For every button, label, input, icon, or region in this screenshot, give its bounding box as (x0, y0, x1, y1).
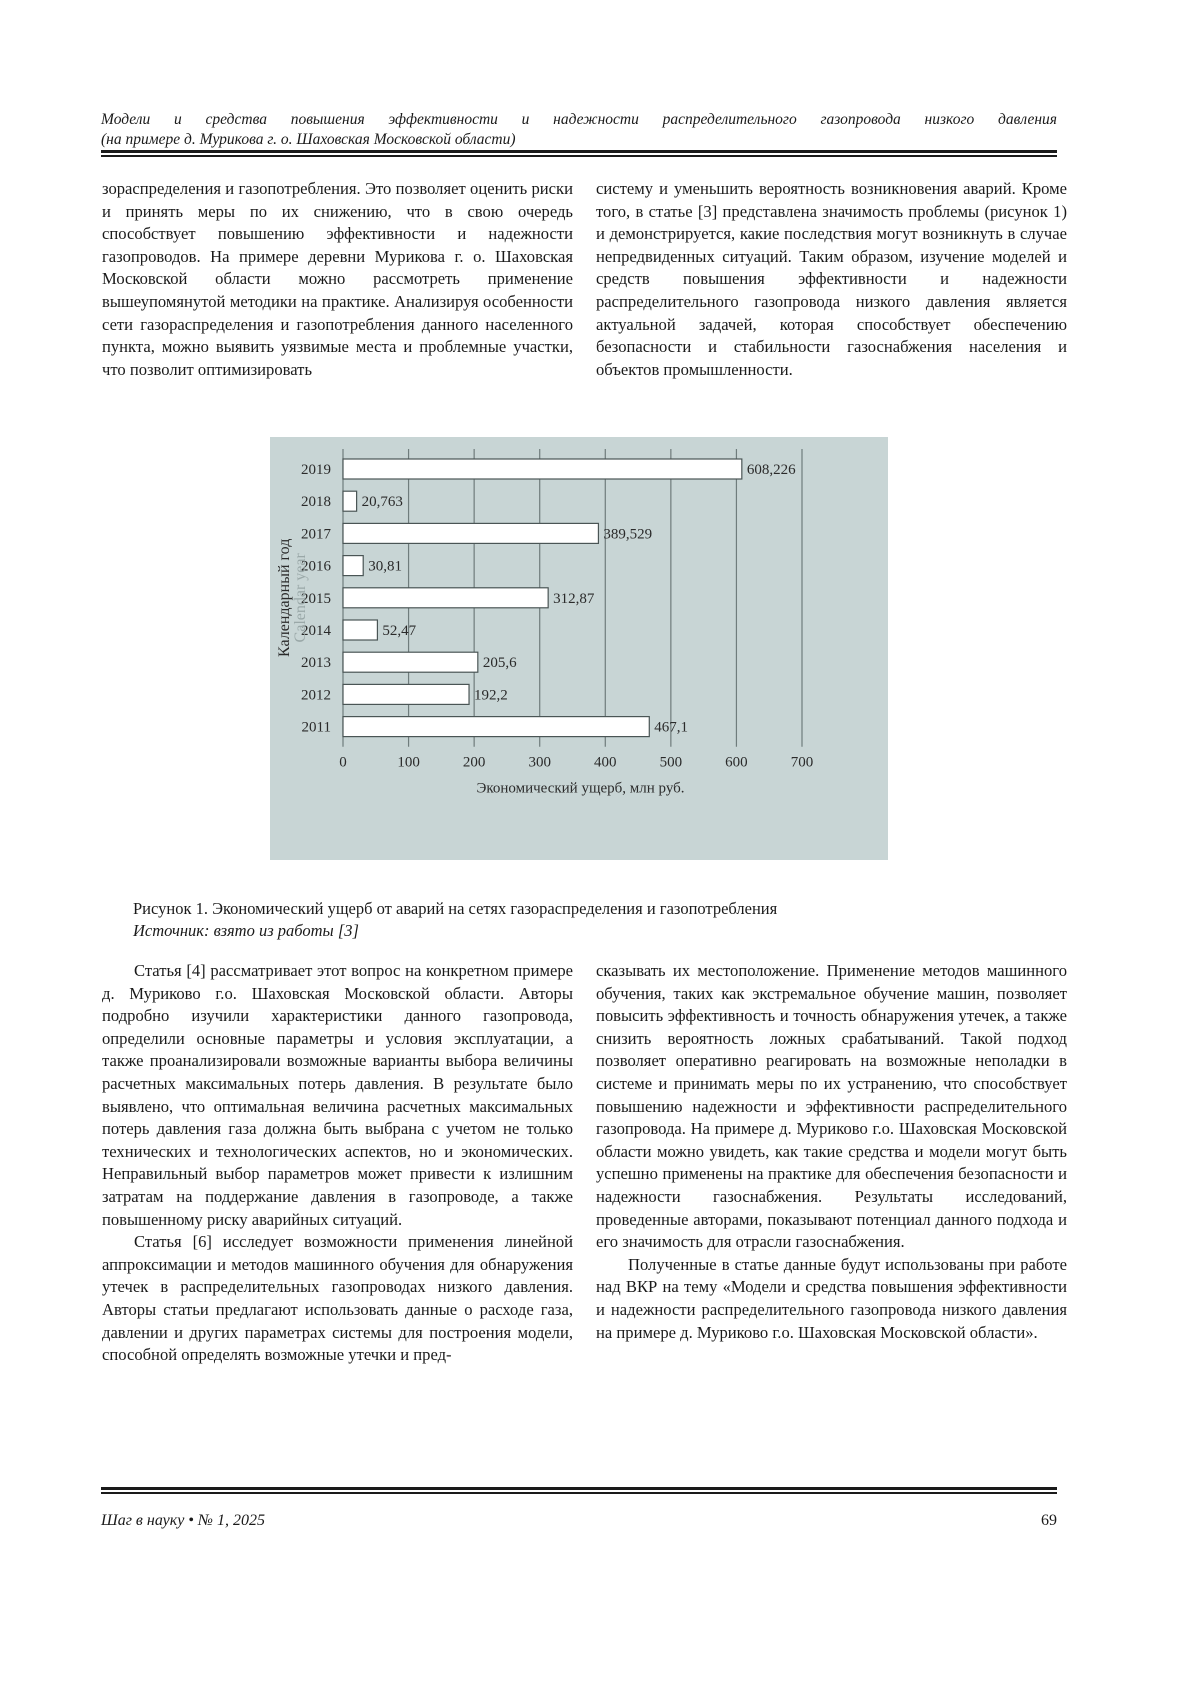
y-tick-label: 2014 (301, 623, 331, 639)
bar-chart (270, 437, 888, 860)
y-tick-label: 2016 (301, 558, 331, 575)
data-label: 608,226 (746, 462, 796, 478)
data-label: 205,6 (482, 655, 517, 672)
paragraph: сказывать их местоположение. Применение методов машинного обучения, таких как экстремальное обучение машин, позволяет повысить эффективность и точность обнаружения утечек, а также снизить вероятность ложных срабатываний. Такой подход позволяет оперативно реагировать на возможные неполадки в системе и принимать меры по их устранению, что способствует повышению надежности и эффективности распределительного газопровода. На примере д. Муриково г.о. Шаховская Московской области можно увидеть, как такие средства и модели могут быть успешно применены на практике для обеспечения безопасности и надежности газоснабжения. Результаты исследований, проведенные авторами, показывают потенциал данного подхода и его значимость для отрасли газоснабжения. (596, 961, 1067, 1252)
bottom-left-column (102, 960, 573, 1367)
paragraph: Статья [6] исследует возможности применения линейной аппроксимации и методов машинного обучения для обнаружения утечек в распределительных газопроводах низкого давления. Авторы статьи предлагают использовать данные о расходе газа, давлении и других параметрах системы для построения модели, способной определять возможные утечки и пред- (102, 1232, 573, 1365)
data-label: 192,2 (474, 687, 508, 704)
x-tick-label: 600 (725, 754, 748, 771)
figure-1-chart (270, 437, 888, 860)
bar (343, 491, 357, 511)
paragraph: Статья [4] рассматривает этот вопрос на конкретном примере д. Муриково г.о. Шаховская Московской области. Авторы подробно изучили характеристики данного газопровода, определили основные параметры и условия эксплуатации, а также проанализировали возможные варианты выбора величины расчетных максимальных потерь давления. В результате было выявлено, что оптимальная величина расчетных максимальных потерь давления газа должна быть выбрана с учетом не только технических и технологических аспектов, но и экономических. Неправильный выбор параметров может привести к излишним затратам на поддержание давления в газопроводе, а также повышенному риску аварийных ситуаций. (102, 961, 573, 1229)
x-axis-label: Экономический ущерб, млн руб. (476, 780, 685, 797)
paragraph: систему и уменьшить вероятность возникновения аварий. Кроме того, в статье [3] представлена значимость проблемы (рисунок 1) и демонстрируется, какие последствия могут возникнуть в случае непредвиденных ситуаций. Таким образом, изучение моделей и средств повышения эффективности и надежности распределительного газопровода низкого давления является актуальной задачей, которая способствует обеспечению безопасности и стабильности газоснабжения населения и объектов промышленности. (596, 179, 1067, 379)
page-number: 69 (1041, 1512, 1057, 1529)
bar (343, 459, 742, 479)
y-tick-label: 2013 (301, 655, 331, 672)
running-header-line-2: (на примере д. Мурикова г. о. Шаховская Московской области) (101, 131, 516, 148)
bar (343, 717, 649, 737)
x-tick-label: 700 (790, 754, 814, 771)
figure-source: Источник: взято из работы [3] (133, 921, 359, 940)
top-left-column (102, 178, 573, 381)
bar (343, 652, 478, 672)
y-tick-label: 2018 (301, 494, 331, 511)
bar (343, 523, 598, 543)
x-tick-label: 400 (594, 754, 617, 771)
header-rule (101, 150, 1057, 157)
data-label: 312,87 (553, 590, 595, 607)
data-label: 30,81 (368, 558, 402, 575)
data-label: 389,529 (603, 526, 653, 543)
data-label: 52,47 (382, 623, 417, 639)
y-tick-label: 2015 (301, 590, 331, 607)
top-right-column (596, 178, 1067, 381)
bar (343, 556, 363, 576)
data-label: 20,763 (361, 494, 403, 511)
paragraph: Полученные в статье данные будут использованы при работе над ВКР на тему «Модели и средства повышения эффективности и надежности распределительного газопровода низкого давления на примере д. Муриково г.о. Шаховская Московской области». (596, 1254, 1067, 1342)
x-tick-label: 0 (339, 754, 347, 771)
y-tick-label: 2011 (301, 719, 331, 736)
running-header-line-1: Модели и средства повышения эффективности и надежности распределительного газопровода низкого давления (101, 111, 1057, 128)
y-axis-label: Календарный год (276, 538, 293, 657)
running-header (101, 110, 1057, 150)
figure-caption: Рисунок 1. Экономический ущерб от аварий на сетях газораспределения и газопотребления (133, 899, 778, 918)
paragraph: зораспределения и газопотребления. Это позволяет оценить риски и принять меры по их снижению, что в свою очередь способствует повышению эффективности и надежности газопроводов. На примере деревни Мурикова г. о. Шаховская Московской области можно рассмотреть применение вышеупомянутой методики на практике. Анализируя особенности сети газораспределения и газопотребления данного населенного пункта, можно выявить уязвимые места и проблемные участки, что позволит оптимизировать (102, 179, 573, 379)
y-tick-label: 2017 (301, 526, 331, 543)
data-label: 467,1 (654, 719, 689, 736)
bar (343, 620, 377, 640)
x-tick-label: 200 (462, 754, 486, 771)
y-tick-label: 2019 (301, 462, 331, 478)
y-axis-label-secondary: Calendar year (292, 553, 309, 643)
x-tick-label: 300 (528, 754, 551, 771)
x-tick-label: 500 (659, 754, 683, 771)
y-tick-label: 2012 (301, 687, 331, 704)
bar (343, 588, 548, 608)
x-tick-label: 100 (397, 754, 420, 771)
bottom-right-column (596, 960, 1067, 1344)
figure-caption-block (133, 898, 777, 942)
bar (343, 684, 469, 704)
footer-rule (101, 1487, 1057, 1494)
journal-name: Шаг в науку • № 1, 2025 (101, 1512, 265, 1529)
